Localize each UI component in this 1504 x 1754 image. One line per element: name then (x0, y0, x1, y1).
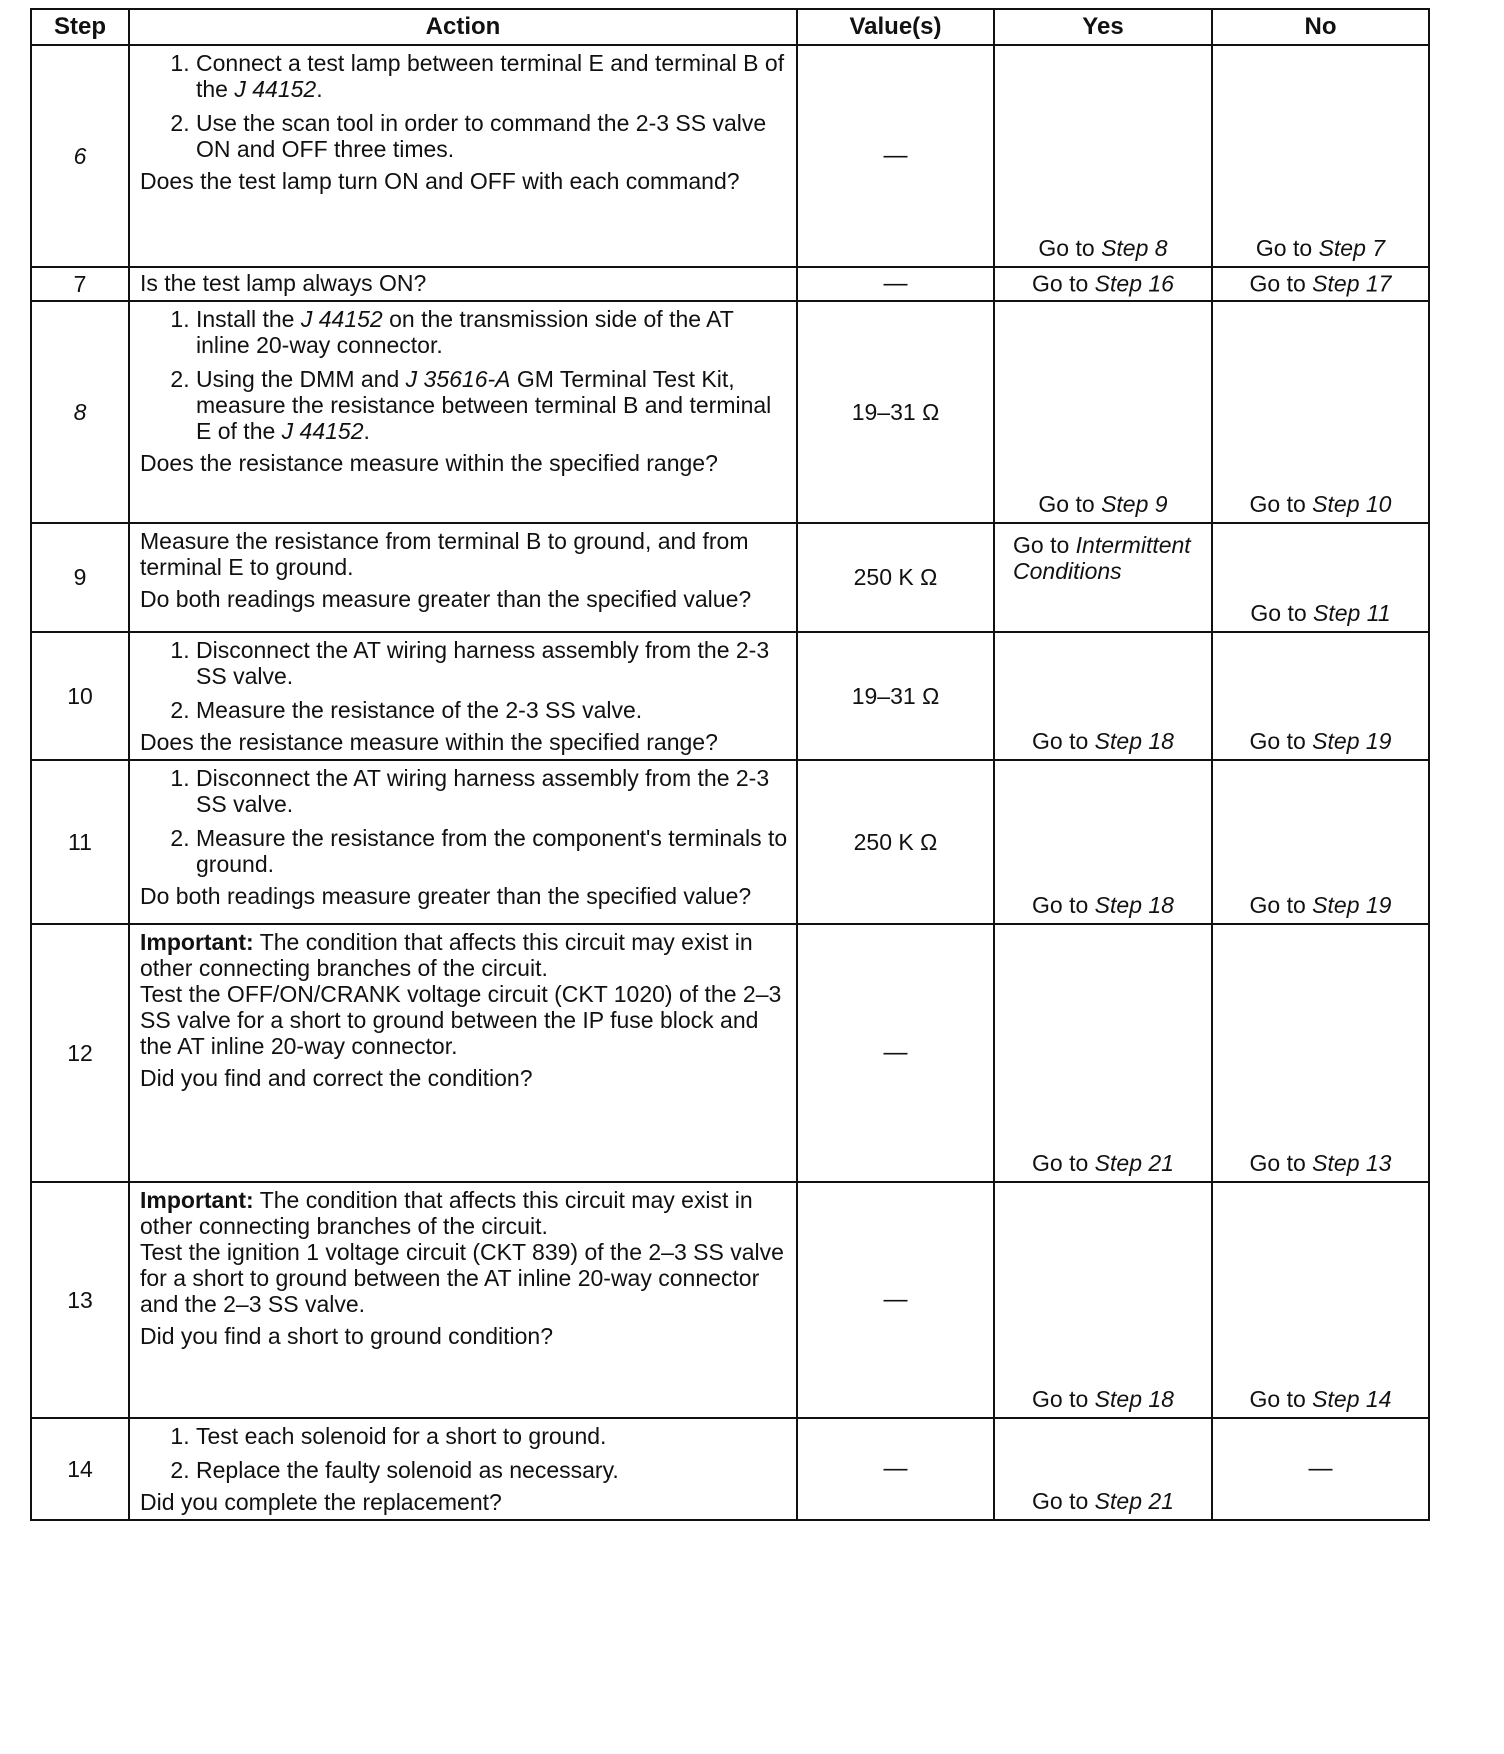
important-note: Important: The condition that affects this circuit may exist in other connecting branches of the circuit. (140, 1187, 753, 1239)
action-item: 2. Measure the resistance of the 2-3 SS valve. (196, 697, 788, 723)
value-cell: — (797, 267, 994, 301)
table-row (31, 760, 1429, 924)
yes-cell (994, 301, 1212, 523)
no-cell (1212, 267, 1429, 301)
action-list (140, 50, 788, 162)
value-cell: — (797, 45, 994, 267)
action-item: 1. Test each solenoid for a short to ground. (196, 1423, 788, 1449)
no-cell (1212, 301, 1429, 523)
no-link[interactable]: Go to Step 19 (1249, 728, 1392, 754)
table-row (31, 45, 1429, 267)
table-row (31, 301, 1429, 523)
action-item: 1. Connect a test lamp between terminal E and terminal B of the J 44152. (196, 50, 788, 102)
yes-cell (994, 45, 1212, 267)
no-link[interactable]: Go to Step 14 (1249, 1386, 1392, 1412)
step-number: 9 (31, 523, 129, 632)
action-cell (129, 632, 797, 760)
action-question: Did you complete the replacement? (140, 1489, 502, 1515)
step-number: 11 (31, 760, 129, 924)
yes-link[interactable]: Go to Intermittent Conditions (1013, 532, 1191, 584)
action-list (140, 1423, 788, 1483)
step-number: 6 (31, 45, 129, 267)
action-cell (129, 301, 797, 523)
yes-cell (994, 924, 1212, 1182)
action-item: 1. Disconnect the AT wiring harness assembly from the 2-3 SS valve. (196, 637, 788, 689)
value-cell: — (797, 1182, 994, 1418)
table-row (31, 924, 1429, 1182)
header-yes: Yes (994, 9, 1212, 45)
action-question: Does the resistance measure within the specified range? (140, 450, 718, 476)
header-no: No (1212, 9, 1429, 45)
yes-cell (994, 760, 1212, 924)
header-row (31, 9, 1429, 45)
action-question: Did you find a short to ground condition? (140, 1323, 553, 1349)
yes-link[interactable]: Go to Step 8 (1038, 235, 1168, 261)
action-text: Measure the resistance from terminal B to ground, and from terminal E to ground. (140, 528, 749, 580)
action-list (140, 765, 788, 877)
action-question: Does the resistance measure within the specified range? (140, 729, 718, 755)
no-link[interactable]: Go to Step 10 (1249, 491, 1392, 517)
action-item: 2. Replace the faulty solenoid as necessary. (196, 1457, 788, 1483)
action-question: Is the test lamp always ON? (140, 270, 427, 296)
value-cell: 250 K Ω (797, 523, 994, 632)
action-list (140, 637, 788, 723)
yes-link[interactable]: Go to Step 9 (1038, 491, 1168, 517)
no-link[interactable]: Go to Step 11 (1250, 600, 1391, 626)
action-item: 2. Using the DMM and J 35616-A GM Terminal Test Kit, measure the resistance between terminal B and terminal E of the J 44152. (196, 366, 788, 444)
value-cell: 19–31 Ω (797, 632, 994, 760)
step-number: 10 (31, 632, 129, 760)
yes-link[interactable]: Go to Step 18 (1032, 728, 1174, 754)
action-question: Does the test lamp turn ON and OFF with each command? (140, 168, 740, 194)
yes-cell (994, 632, 1212, 760)
no-cell (1212, 924, 1429, 1182)
step-number: 7 (31, 267, 129, 301)
value-cell: 19–31 Ω (797, 301, 994, 523)
action-question: Do both readings measure greater than the specified value? (140, 586, 752, 612)
no-cell (1212, 523, 1429, 632)
no-link[interactable]: Go to Step 19 (1249, 892, 1392, 918)
step-number: 14 (31, 1418, 129, 1520)
yes-link[interactable]: Go to Step 16 (1032, 270, 1174, 297)
no-link[interactable]: Go to Step 7 (1255, 235, 1386, 261)
action-item: 2. Measure the resistance from the component's terminals to ground. (196, 825, 788, 877)
action-list (140, 306, 788, 444)
yes-link[interactable]: Go to Step 21 (1032, 1488, 1174, 1514)
step-number: 12 (31, 924, 129, 1182)
action-text: Test the ignition 1 voltage circuit (CKT 839) of the 2–3 SS valve for a short to ground between the AT inline 20-way connector and the 2–3 SS valve. (140, 1239, 784, 1317)
header-values: Value(s) (797, 9, 994, 45)
action-item: 1. Disconnect the AT wiring harness assembly from the 2-3 SS valve. (196, 765, 788, 817)
step-number: 13 (31, 1182, 129, 1418)
no-cell (1212, 45, 1429, 267)
yes-cell (994, 267, 1212, 301)
action-cell (129, 1418, 797, 1520)
action-item: 1. Install the J 44152 on the transmission side of the AT inline 20-way connector. (196, 306, 788, 358)
no-cell: — (1212, 1418, 1429, 1520)
action-cell (129, 924, 797, 1182)
yes-cell (994, 523, 1212, 632)
value-cell: 250 K Ω (797, 760, 994, 924)
table-row (31, 523, 1429, 632)
action-cell (129, 45, 797, 267)
no-cell (1212, 1182, 1429, 1418)
header-step: Step (31, 9, 129, 45)
table-row (31, 267, 1429, 301)
no-link[interactable]: Go to Step 17 (1249, 270, 1392, 297)
yes-link[interactable]: Go to Step 18 (1032, 1386, 1174, 1412)
no-cell (1212, 760, 1429, 924)
action-item: 2. Use the scan tool in order to command the 2-3 SS valve ON and OFF three times. (196, 110, 788, 162)
action-cell (129, 760, 797, 924)
action-cell (129, 1182, 797, 1418)
value-cell: — (797, 924, 994, 1182)
action-cell (129, 267, 797, 301)
diagnostic-table (30, 8, 1430, 1521)
no-cell (1212, 632, 1429, 760)
header-action: Action (129, 9, 797, 45)
action-text: Test the OFF/ON/CRANK voltage circuit (CKT 1020) of the 2–3 SS valve for a short to ground between the IP fuse block and the AT inline 20-way connector. (140, 981, 782, 1059)
action-question: Did you find and correct the condition? (140, 1065, 533, 1091)
important-note: Important: The condition that affects this circuit may exist in other connecting branches of the circuit. (140, 929, 753, 981)
yes-link[interactable]: Go to Step 18 (1032, 892, 1174, 918)
step-number: 8 (31, 301, 129, 523)
table-row (31, 1418, 1429, 1520)
yes-link[interactable]: Go to Step 21 (1032, 1150, 1174, 1176)
table-row (31, 632, 1429, 760)
yes-cell (994, 1418, 1212, 1520)
value-cell: — (797, 1418, 994, 1520)
table-row (31, 1182, 1429, 1418)
yes-cell (994, 1182, 1212, 1418)
action-question: Do both readings measure greater than the specified value? (140, 883, 752, 909)
action-cell (129, 523, 797, 632)
no-link[interactable]: Go to Step 13 (1249, 1150, 1392, 1176)
